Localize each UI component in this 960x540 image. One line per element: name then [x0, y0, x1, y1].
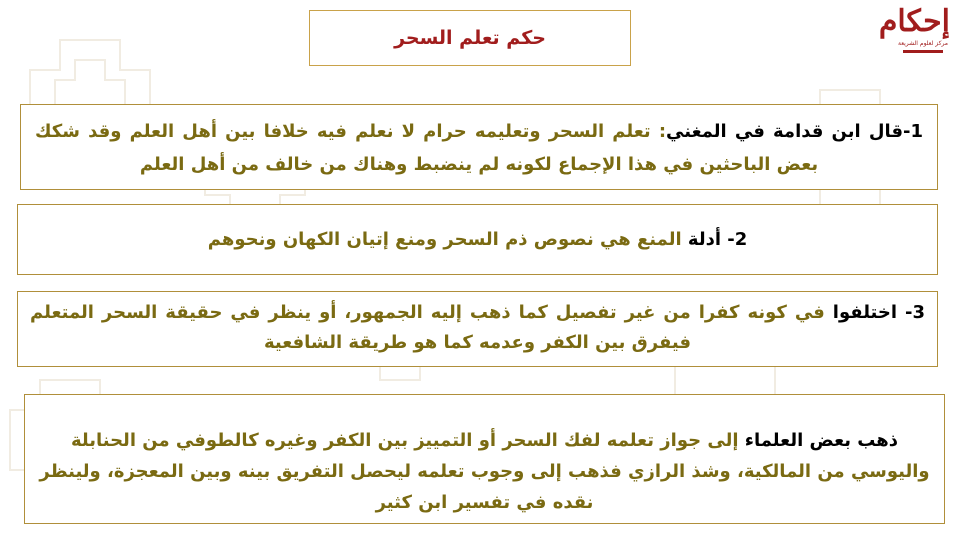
- point-3-text: في كونه كفرا من غير تفصيل كما ذهب إليه الجمهور، أو ينظر في حقيقة السحر المتعلم فيفرق بين الكفر وعدمه كما هو طريقة الشافعية: [30, 302, 833, 353]
- point-1-text: : تعلم السحر وتعليمه حرام لا نعلم فيه خلافا بين أهل العلم وقد شكك بعض الباحثين في هذا الإجماع لكونه لم ينضبط وهناك من خالف من أهل العلم: [35, 121, 819, 175]
- slide-title: حكم تعلم السحر: [394, 27, 546, 49]
- logo-mark: إحكام: [878, 4, 950, 39]
- point-4-box: [24, 394, 945, 524]
- logo-underline: [903, 50, 943, 53]
- logo-subtitle: مركز لعلوم الشريعة: [898, 40, 948, 47]
- point-3-box: [17, 291, 938, 367]
- point-2-label: 2- أدلة: [687, 229, 748, 250]
- point-2-text: المنع هي نصوص ذم السحر ومنع إتيان الكهان ونحوهم: [207, 229, 688, 250]
- point-4-label: ذهب بعض العلماء: [744, 430, 899, 451]
- slide-title-box: [309, 10, 631, 66]
- point-3-label: 3- اختلفوا: [832, 302, 925, 323]
- point-4-text: إلى جواز تعلمه لفك السحر أو التمييز بين الكفر وغيره كالطوفي من الحنابلة واليوسي من المالكية، وشذ الرازي فذهب إلى وجوب تعلمه ليحصل التفريق بينه وبين المعجزة، ولينظر نقده في تفسير ابن كثير: [39, 430, 930, 513]
- point-1-box: [20, 104, 938, 190]
- point-2-box: [17, 204, 938, 275]
- point-1-label: 1-قال ابن قدامة في المغني: [666, 121, 923, 142]
- logo: [878, 4, 950, 62]
